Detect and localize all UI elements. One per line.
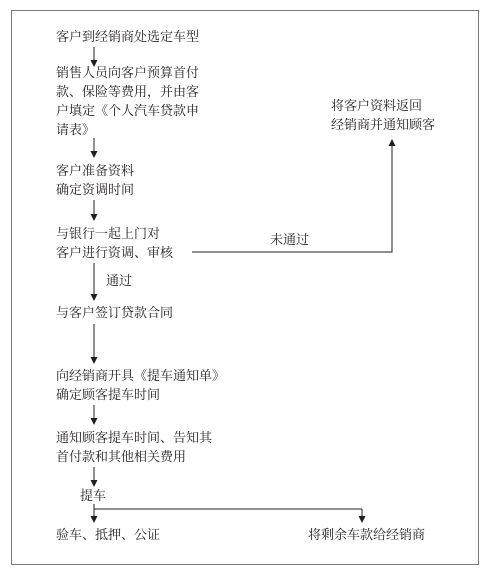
step-inspect-mortgage-notarize: 验车、抵押、公证 — [56, 528, 161, 543]
label-pickup: 提车 — [80, 489, 107, 504]
step-return-to-dealer: 将客户资料返回 经销商并通知顾客 — [331, 99, 436, 133]
step-budget-application: 销售人员向客户预算首付 款、保险等费用，并由客 户填定《个人汽车贷款申 请表》 — [56, 66, 200, 138]
label-fail: 未通过 — [270, 233, 310, 248]
step-bank-review: 与银行一起上门对 客户进行资调、审核 — [56, 227, 174, 261]
step-notify-customer: 通知顾客提车时间、告知其 首付款和其他相关费用 — [56, 431, 213, 465]
step-select-model: 客户到经销商处选定车型 — [56, 30, 200, 45]
label-pass: 通过 — [106, 274, 133, 289]
step-issue-pickup-notice: 向经销商开具《提车通知单》 确定顾客提车时间 — [56, 369, 226, 403]
step-sign-contract: 与客户签订贷款合同 — [56, 306, 174, 321]
step-prepare-materials: 客户准备资料 确定资调时间 — [56, 164, 135, 198]
step-pay-dealer-balance: 将剩余车款给经销商 — [308, 528, 426, 543]
